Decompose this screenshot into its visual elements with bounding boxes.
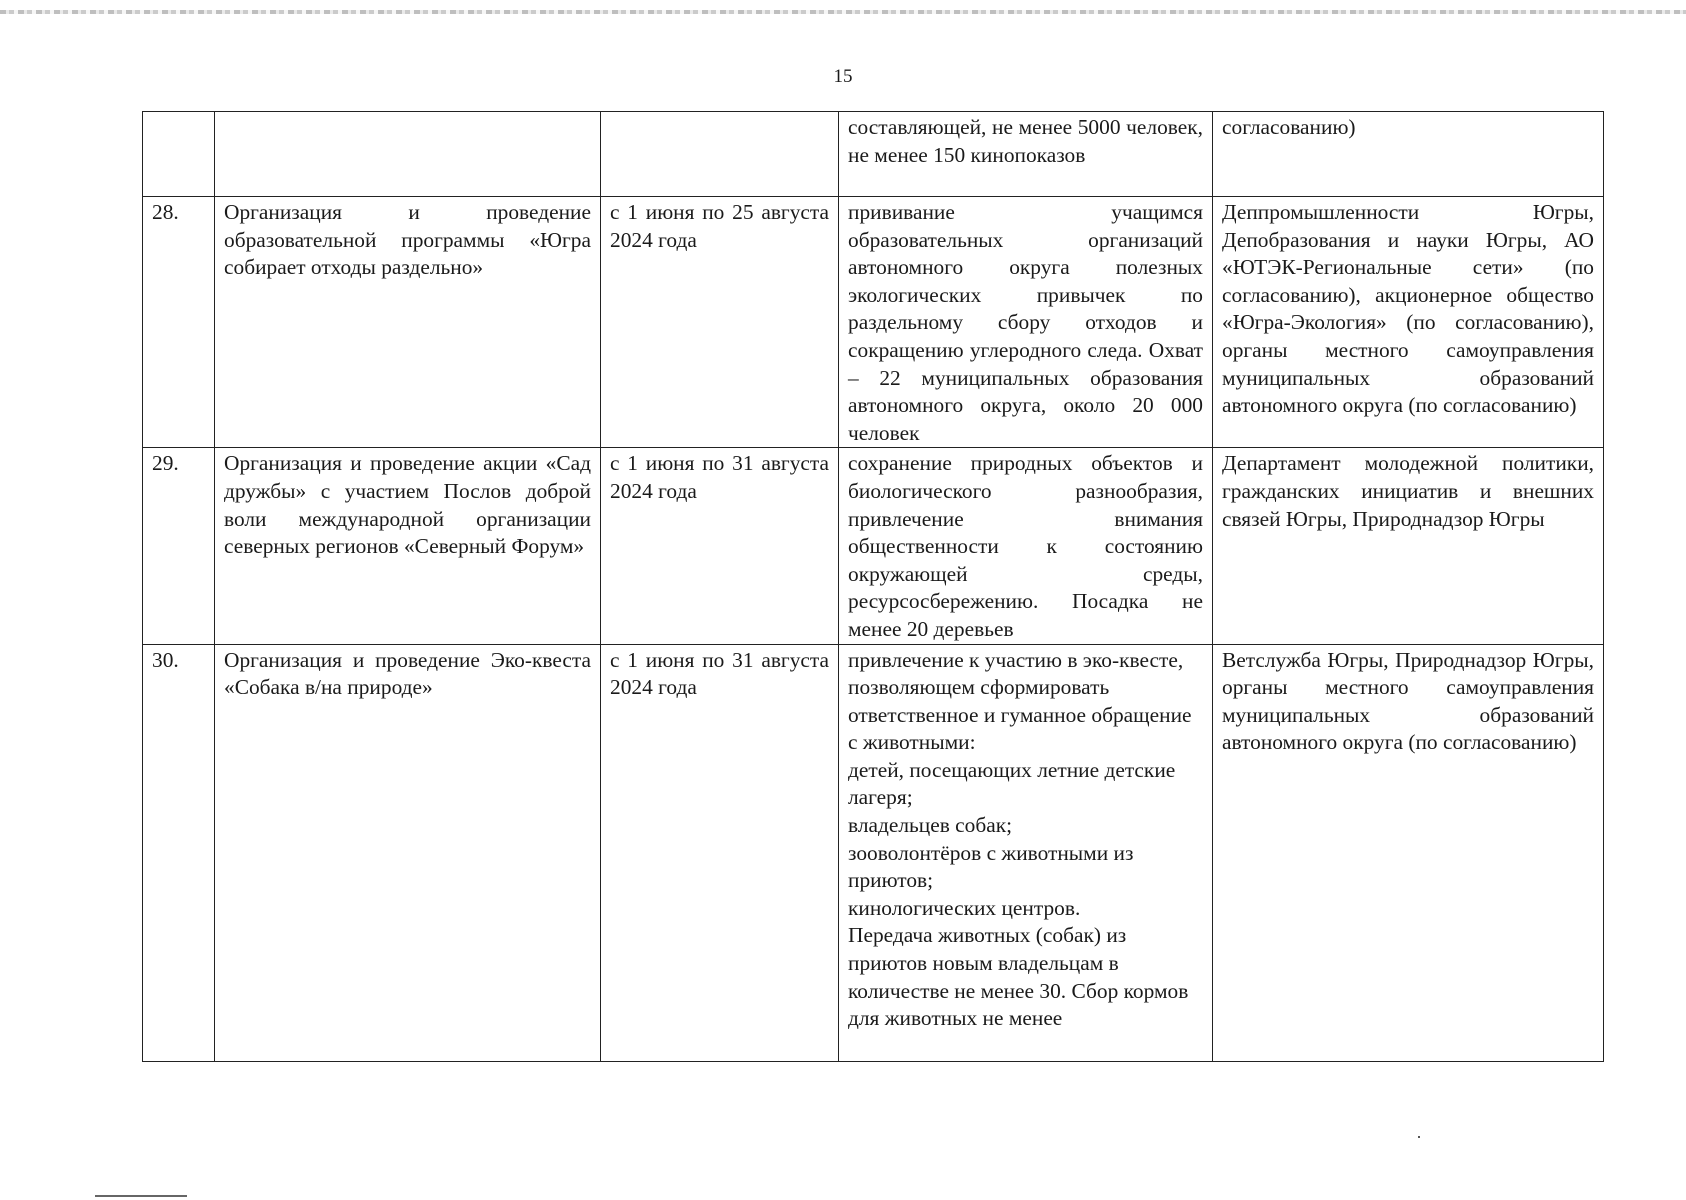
result-line: привлечение к участию в эко-квесте, позволяющем сформировать ответственное и гуманное обращение с животными:	[848, 647, 1192, 755]
result-line: детей, посещающих летние детские лагеря;	[848, 757, 1176, 810]
result-line: владельцев собак;	[848, 813, 1013, 838]
result-cell: сохранение природных объектов и биологического разнообразия, привлечение внимания общественности к состоянию окружающей среды, ресурсосбережению. Посадка не менее 20 деревьев	[839, 448, 1213, 644]
scan-edge-noise	[0, 10, 1686, 14]
result-cell: прививание учащимся образовательных организаций автономного округа полезных экологических привычек по раздельному сбору отходов и сокращению углеродного следа. Охват – 22 муниципальных образования автономного округа, около 20 000 человек	[839, 197, 1213, 448]
dates-cell: с 1 июня по 31 августа 2024 года	[601, 448, 839, 644]
row-number: 28.	[143, 197, 215, 448]
dates-cell: с 1 июня по 25 августа 2024 года	[601, 197, 839, 448]
row-number: 30.	[143, 644, 215, 1061]
event-cell: Организация и проведение Эко-квеста «Собака в/на природе»	[215, 644, 601, 1061]
page-number: 15	[833, 66, 853, 87]
table-row	[143, 197, 1604, 448]
responsible-cell: Ветслужба Югры, Природнадзор Югры, органы местного самоуправления муниципальных образований автономного округа (по согласованию)	[1213, 644, 1604, 1061]
dates-cell: с 1 июня по 31 августа 2024 года	[601, 644, 839, 1061]
result-cell: составляющей, не менее 5000 человек, не менее 150 кинопоказов	[839, 112, 1213, 197]
scan-footer-mark	[95, 1195, 187, 1197]
table-row	[143, 644, 1604, 1061]
result-line: зооволонтёров с животными из приютов;	[848, 840, 1134, 893]
row-number: 29.	[143, 448, 215, 644]
row-number	[143, 112, 215, 197]
table-row	[143, 112, 1604, 197]
event-cell: Организация и проведение акции «Сад дружбы» с участием Послов доброй воли международной организации северных регионов «Северный Форум»	[215, 448, 601, 644]
result-cell	[839, 644, 1213, 1061]
event-cell: Организация и проведение образовательной программы «Югра собирает отходы раздельно»	[215, 197, 601, 448]
plan-table	[142, 111, 1604, 1062]
responsible-cell: Департамент молодежной политики, гражданских инициатив и внешних связей Югры, Природнадзор Югры	[1213, 448, 1604, 644]
responsible-cell: Деппромышленности Югры, Депобразования и науки Югры, АО «ЮТЭК-Региональные сети» (по согласованию), акционерное общество «Югра-Экология» (по согласованию), органы местного самоуправления муниципальных образований автономного округа (по согласованию)	[1213, 197, 1604, 448]
event-cell	[215, 112, 601, 197]
result-line: Передача животных (собак) из приютов новым владельцам в количестве не менее 30. Сбор кормов для животных не менее	[848, 923, 1189, 1031]
responsible-cell: согласованию)	[1213, 112, 1604, 197]
dates-cell	[601, 112, 839, 197]
table-row	[143, 448, 1604, 644]
scan-speck	[1418, 1136, 1420, 1138]
result-line: кинологических центров.	[848, 895, 1081, 920]
